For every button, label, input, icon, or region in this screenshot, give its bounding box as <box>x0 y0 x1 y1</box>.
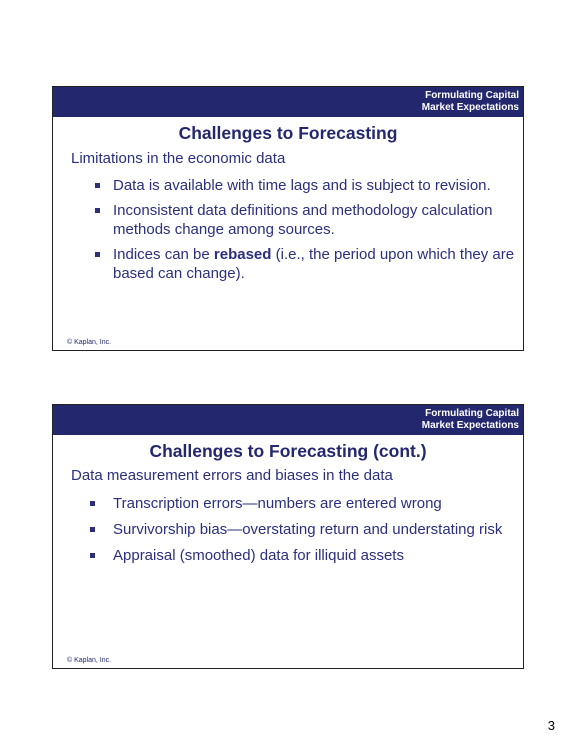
bullet-text-bold: rebased <box>213 246 272 263</box>
bullet-text: Inconsistent data definitions and methodology calculation methods change among sources. <box>113 202 493 238</box>
square-bullet-icon <box>95 208 100 213</box>
square-bullet-icon <box>90 553 95 558</box>
lead-text: Data measurement errors and biases in the data <box>71 467 393 484</box>
square-bullet-icon <box>90 527 95 532</box>
bullet-text: Transcription errors—numbers are entered wrong <box>113 495 442 512</box>
bullet-item <box>90 546 510 565</box>
slide-subject <box>422 90 519 114</box>
slide-1 <box>52 86 524 351</box>
bullet-item <box>95 201 515 239</box>
square-bullet-icon <box>95 252 100 257</box>
bullet-text: Appraisal (smoothed) data for illiquid assets <box>113 547 404 564</box>
bullet-item <box>90 494 510 513</box>
copyright: © Kaplan, Inc. <box>67 657 112 664</box>
bullet-item <box>90 520 510 539</box>
header-band <box>53 87 523 117</box>
copyright: © Kaplan, Inc. <box>67 339 112 346</box>
bullet-item <box>95 176 515 195</box>
square-bullet-icon <box>95 183 100 188</box>
lead-text: Limitations in the economic data <box>71 150 286 167</box>
bullet-text-pre: Indices can be <box>113 246 214 263</box>
subject-line-1: Formulating Capital <box>425 90 519 101</box>
subject-line-2: Market Expectations <box>421 420 519 431</box>
page-number: 3 <box>547 718 555 733</box>
header-band <box>53 405 523 435</box>
slide-subject <box>422 408 519 432</box>
bullet-list <box>90 494 510 572</box>
slide-2 <box>52 404 524 669</box>
square-bullet-icon <box>90 501 95 506</box>
subject-line-1: Formulating Capital <box>425 408 519 419</box>
bullet-text: Data is available with time lags and is subject to revision. <box>113 177 491 194</box>
bullet-text: Survivorship bias—overstating return and understating risk <box>113 521 503 538</box>
bullet-item <box>95 245 515 283</box>
slide-title: Challenges to Forecasting <box>178 123 398 143</box>
subject-line-2: Market Expectations <box>421 102 519 113</box>
bullet-text-post: (i.e., the period upon which they are based can change). <box>113 246 515 282</box>
slide-title: Challenges to Forecasting (cont.) <box>149 441 427 461</box>
bullet-list <box>95 176 515 289</box>
